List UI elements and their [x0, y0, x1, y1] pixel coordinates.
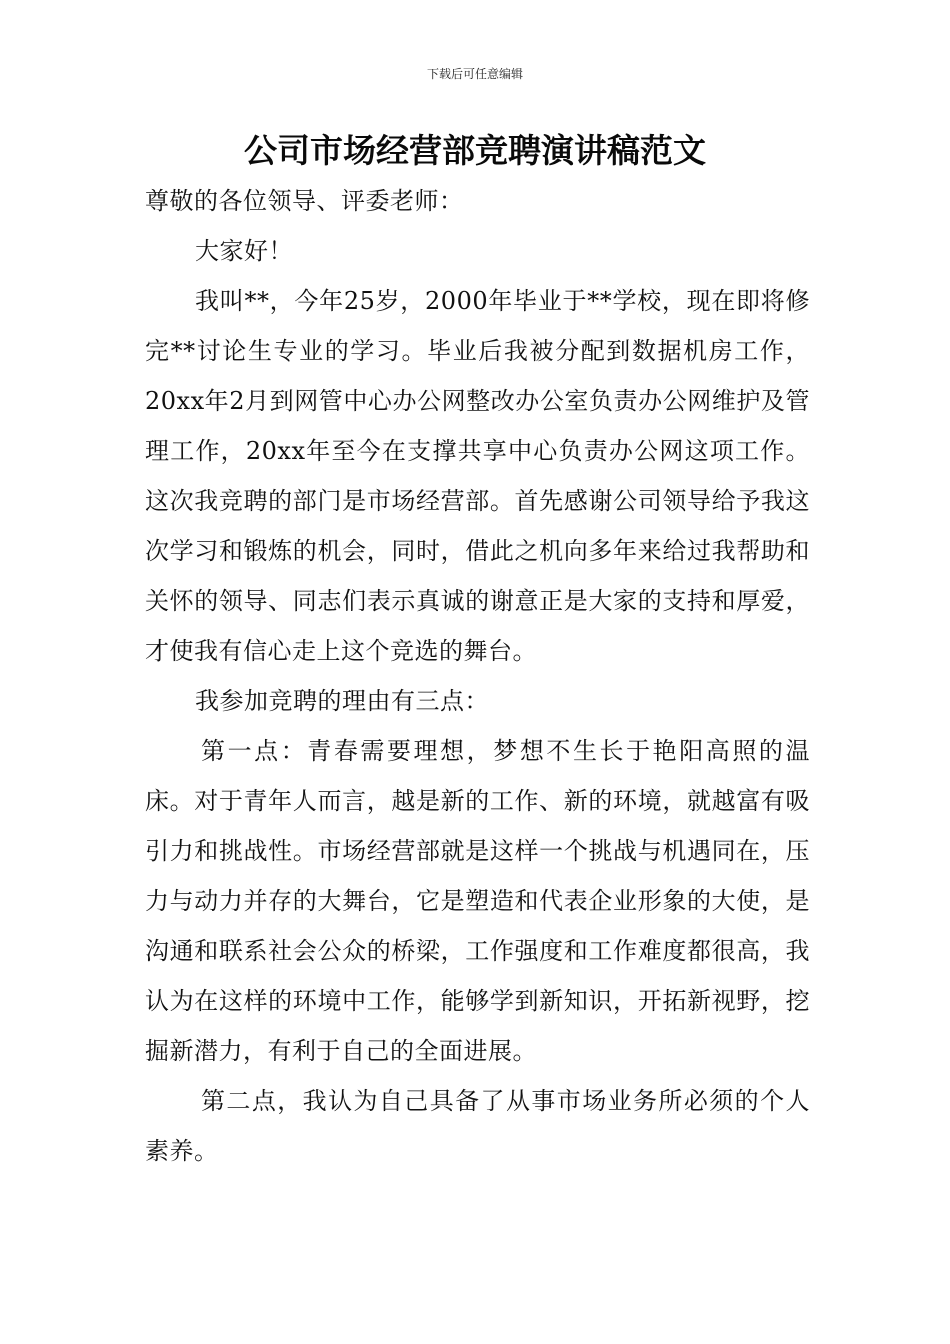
- document-body: [145, 176, 810, 1176]
- greeting: 大家好！: [195, 237, 293, 265]
- paragraph-point-one: 第一点：青春需要理想，梦想不生长于艳阳高照的温床。对于青年人而言，越是新的工作、新的环境，就越富有吸引力和挑战性。市场经营部就是这样一个挑战与机遇同在，压力与动力并存的大舞台，它是塑造和代表企业形象的大使，是沟通和联系社会公众的桥梁，工作强度和工作难度都很高，我认为在这样的环境中工作，能够学到新知识，开拓新视野，挖掘新潜力，有利于自己的全面进展。: [145, 737, 810, 1065]
- paragraph-reasons-intro: 我参加竞聘的理由有三点：: [195, 687, 489, 715]
- paragraph-introduction: 我叫**，今年25岁，2000年毕业于**学校，现在即将修完**讨论生专业的学习。毕业后我被分配到数据机房工作，20xx年2月到网管中心办公网整改办公室负责办公网维护及管理工作，20xx年至今在支撑共享中心负责办公网这项工作。这次我竞聘的部门是市场经营部。首先感谢公司领导给予我这次学习和锻炼的机会，同时，借此之机向多年来给过我帮助和关怀的领导、同志们表示真诚的谢意正是大家的支持和厚爱，才使我有信心走上这个竞选的舞台。: [145, 287, 810, 665]
- header-note: 下载后可任意编辑: [426, 67, 523, 81]
- salutation: 尊敬的各位领导、评委老师：: [145, 187, 464, 215]
- document-title: 公司市场经营部竞聘演讲稿范文: [244, 131, 706, 170]
- paragraph-point-two: 第二点，我认为自己具备了从事市场业务所必须的个人素养。: [145, 1087, 810, 1165]
